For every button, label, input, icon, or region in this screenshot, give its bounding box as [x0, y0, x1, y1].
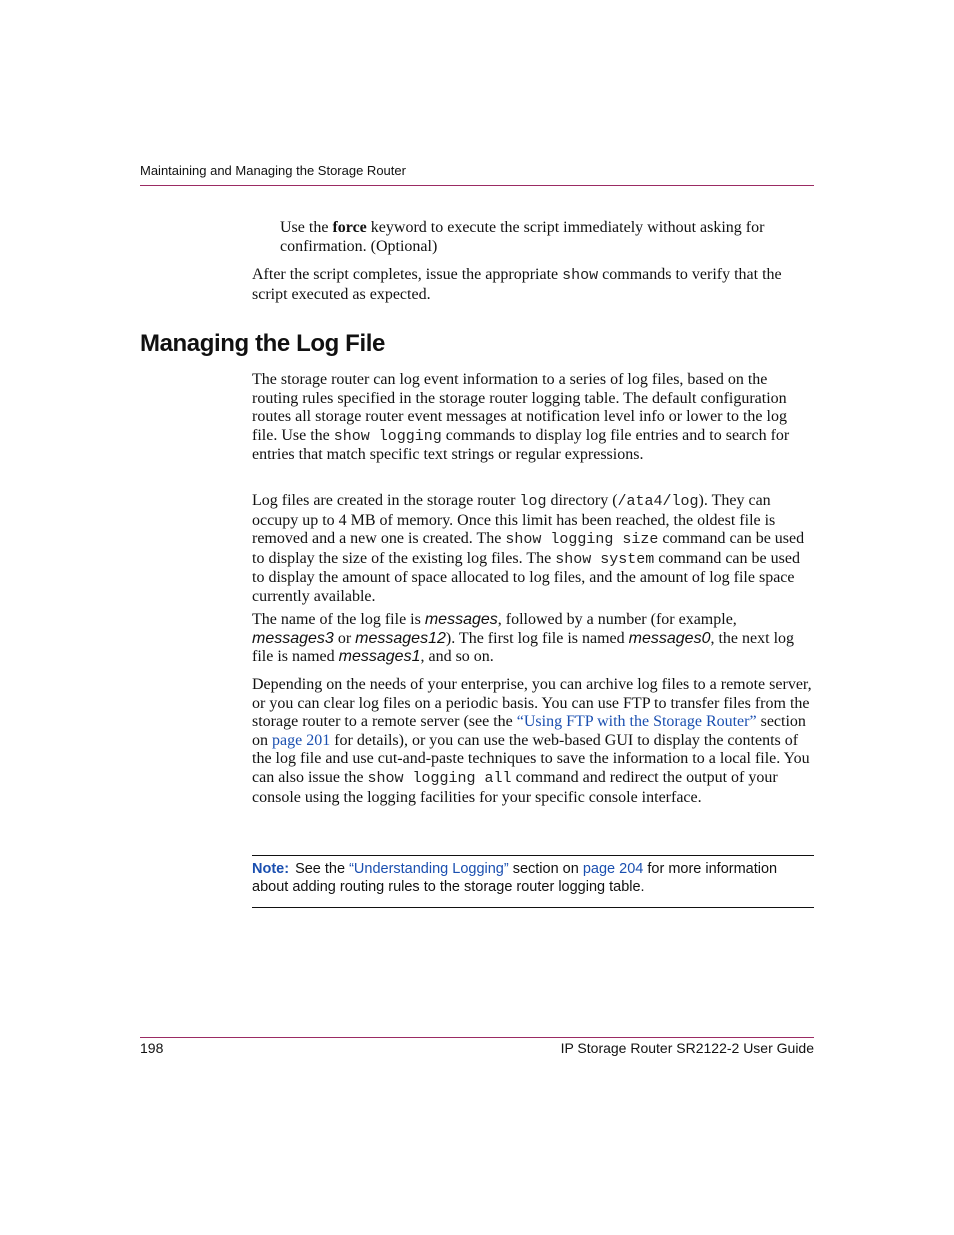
footer-rule [140, 1037, 814, 1038]
code-show: show [562, 267, 599, 284]
code-show-system: show system [555, 550, 655, 568]
header-rule [140, 185, 814, 186]
guide-title: IP Storage Router SR2122-2 User Guide [560, 1040, 814, 1056]
force-keyword: force [332, 219, 367, 236]
code-show-logging-all: show logging all [367, 769, 512, 787]
link-page-201[interactable]: page 201 [272, 731, 331, 749]
link-using-ftp[interactable]: “Using FTP with the Storage Router” [516, 713, 757, 731]
note-top-rule [252, 855, 814, 856]
link-page-204[interactable]: page 204 [582, 861, 644, 877]
page-number: 198 [140, 1040, 164, 1056]
after-script-paragraph: After the script completes, issue the appropriate show commands to verify that the script executed as expected. [252, 266, 782, 303]
filename-messages0: messages0 [628, 629, 711, 647]
paragraph-1: The storage router can log event information to a series of log files, based on the routing rules specified in the storage router logging table. The default configuration routes all storage router event messages at notification level info or lower to the log file. Use the show logging commands to display log file entries and to search for entries that match specific text strings or regular expressions. [252, 371, 790, 464]
code-show-logging: show logging [333, 427, 442, 445]
section-heading: Managing the Log File [140, 330, 385, 357]
note-bottom-rule [252, 907, 814, 908]
code-log: log [519, 493, 547, 510]
paragraph-3: The name of the log file is messages, followed by a number (for example, messages3 or messages12). The first log file is named messages0, the next log file is named messages1, and so on. [252, 611, 795, 666]
filename-messages3: messages3 [252, 629, 334, 647]
code-ata4-log: /ata4/log [617, 493, 699, 510]
link-understanding-logging[interactable]: “Understanding Logging” [349, 861, 509, 877]
note-label: Note: [252, 861, 290, 877]
filename-messages1: messages1 [338, 648, 421, 666]
force-paragraph: Use the force keyword to execute the script immediately without asking for confirmation. (Optional) [280, 219, 765, 255]
running-header: Maintaining and Managing the Storage Router [140, 163, 406, 178]
paragraph-4: Depending on the needs of your enterprise, you can archive log files to a remote server, or you can clear log files on a periodic basis. You can use FTP to transfer files from the storage router to a remote server (see the “Using FTP with the Storage Router” section on page 201 for details), or you can use the web-based GUI to display the contents of the log file and use cut-and-paste techniques to save the information to a local file. You can also issue the show logging all command and redirect the output of your console using the logging facilities for your specific console interface. [252, 676, 812, 806]
filename-messages12: messages12 [355, 629, 446, 647]
paragraph-2: Log files are created in the storage router log directory (/ata4/log). They can occupy up to 4 MB of memory. Once this limit has been reached, the oldest file is removed and a new one is created. The show logging size command can be used to display the size of the existing log files. The show system command can be used to display the amount of space allocated to log files, and the amount of log file space currently available. [252, 492, 805, 605]
filename-messages: messages [424, 611, 498, 628]
note-box: Note: See the “Understanding Logging” section on page 204 for more information about adding routing rules to the storage router logging table. [252, 861, 778, 895]
code-show-logging-size: show logging size [505, 531, 659, 549]
